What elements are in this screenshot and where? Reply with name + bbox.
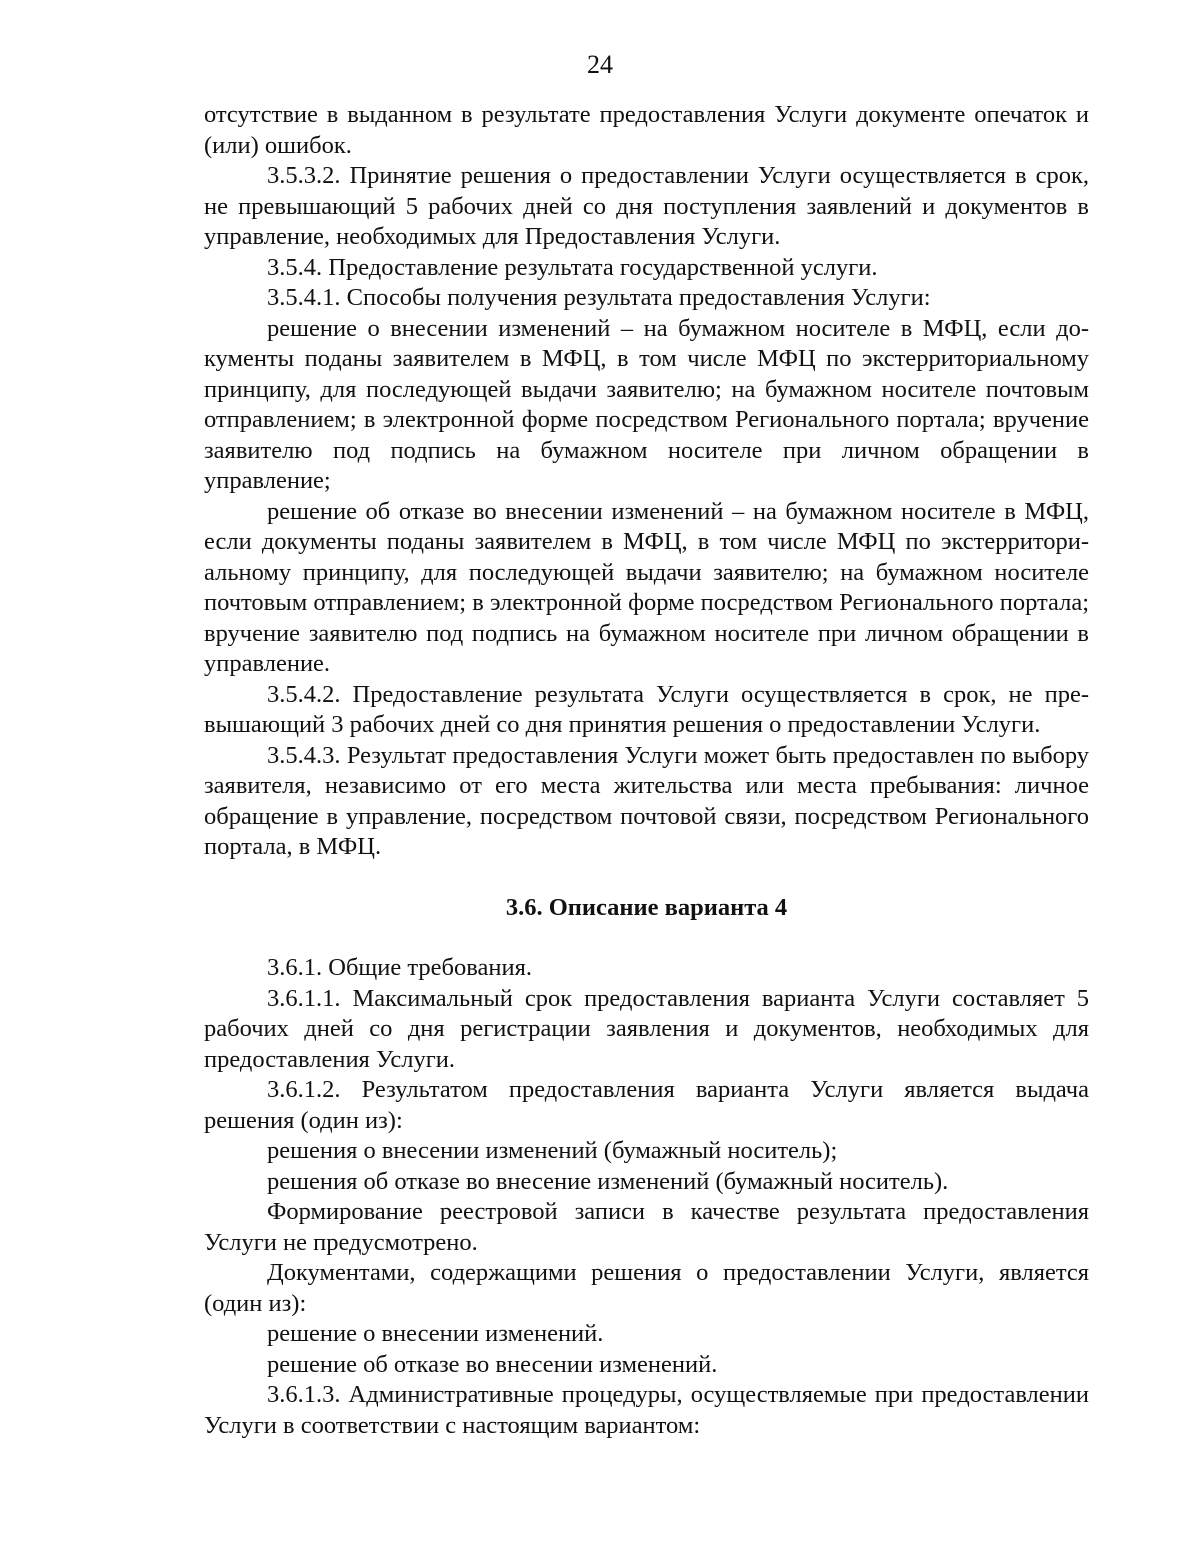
list-item: решение об отказе во внесении изменений. [267, 1350, 718, 1378]
paragraph: 3.5.3.2. Принятие решения о предоставлении Услуги осуществляется в срок, не превышающий 5 рабочих дней со дня поступления заявлений и документов в управление, необходимых для Предоставления Услуги. [204, 162, 1089, 250]
paragraph: 3.6.1. Общие требования. [267, 954, 532, 981]
paragraph: отсутствие в выданном в результате предоставления Услуги документе опечаток и (или) ошибок. [204, 101, 1089, 159]
paragraph: 3.6.1.1. Максимальный срок предоставления варианта Услуги составляет 5 рабочих дней со дня регистрации заявления и документов, необходимых для предоставления Услуги. [204, 984, 1089, 1073]
paragraph: Формирование реестровой записи в качестве результата предоставления Услуги не предусмотрено. [204, 1198, 1089, 1256]
paragraph: 3.6.1.2. Результатом предоставления варианта Услуги является выдача решения (один из): [204, 1076, 1089, 1134]
paragraph: Документами, содержащими решения о предоставлении Услуги, является (один из): [204, 1259, 1089, 1317]
list-item: решение о внесении изменений. [267, 1320, 604, 1347]
list-item: решения об отказе во внесение изменений (бумажный носитель). [267, 1167, 949, 1195]
paragraph: решение об отказе во внесении изменений – на бумажном носителе в МФЦ, если документы поданы заявителем в МФЦ, в том числе МФЦ по экстерриториальному принципу, для последующей выдачи заявителю; на бумажном носителе почтовым отправлением; в электронной форме посредством Регионального портала; вручение заявителю под подпись на бумажном носителе при личном обращении в управление. [204, 497, 1089, 677]
list-item: решения о внесении изменений (бумажный носитель); [267, 1137, 838, 1164]
page-number: 24 [587, 50, 613, 79]
paragraph: 3.5.4.2. Предоставление результата Услуги осуществляется в срок, не превышающий 3 рабочих дней со дня принятия решения о предоставлении Услуги. [204, 680, 1089, 738]
section-heading: 3.6. Описание варианта 4 [505, 893, 788, 921]
paragraph: 3.5.4. Предоставление результата государственной услуги. [267, 253, 878, 281]
paragraph: 3.5.4.1. Способы получения результата предоставления Услуги: [267, 284, 931, 311]
paragraph: решение о внесении изменений – на бумажном носителе в МФЦ, если документы поданы заявителем в МФЦ, в том числе МФЦ по экстерриториальному принципу, для последующей выдачи заявителю; на бумажном носителе почтовым отправлением; в электронной форме посредством Регионального портала; вручение заявителю под подпись на бумажном носителе при личном обращении в управление; [204, 314, 1089, 494]
document-body [204, 100, 1089, 1441]
paragraph: 3.5.4.3. Результат предоставления Услуги может быть предоставлен по выбору заявителя, независимо от его места жительства или места пребывания: личное обращение в управление, посредством почтовой связи, посредством Регионального портала, в МФЦ. [204, 741, 1089, 860]
paragraph: 3.6.1.3. Административные процедуры, осуществляемые при предоставлении Услуги в соответствии с настоящим вариантом: [204, 1381, 1089, 1439]
